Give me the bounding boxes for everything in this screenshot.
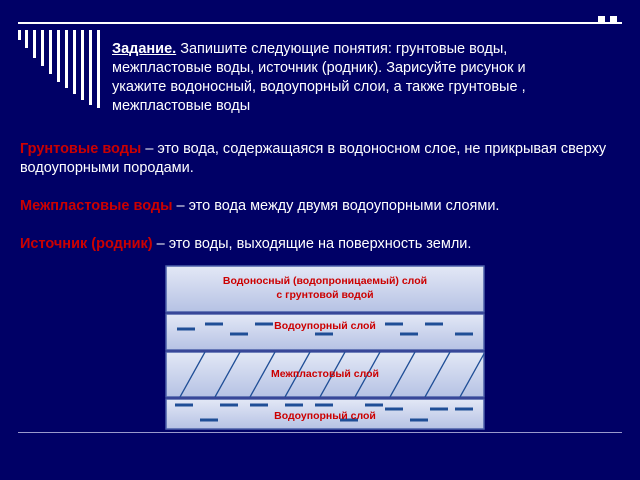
definition-spring [20, 235, 625, 254]
layer-label: с грунтовой водой [276, 289, 374, 301]
decorative-stripes [0, 0, 110, 110]
layers-diagram [165, 265, 485, 430]
definition-text: – это вода, содержащаяся в водоносном слое, не прикрывая сверху водоупорными породами. [20, 141, 607, 176]
term: Межпластовые воды [20, 198, 173, 214]
definitions [20, 140, 625, 273]
corner-square [610, 16, 617, 23]
bottom-divider [18, 432, 622, 433]
task-label: Задание. [112, 41, 177, 57]
task-paragraph [112, 40, 582, 116]
task-text: Запишите следующие понятия: грунтовые воды, межпластовые воды, источник (родник). Зарисуйте рисунок и укажите водоносный, водоупорный слои, а также грунтовые , межпластовые воды [112, 41, 526, 114]
top-divider [18, 22, 622, 24]
definition-text: – это вода между двумя водоупорными слоями. [172, 198, 500, 214]
definition-groundwater [20, 140, 625, 178]
term: Источник (родник) [20, 236, 153, 252]
layer-label: Водоупорный слой [274, 410, 376, 422]
definition-interstratal-water [20, 197, 625, 216]
term: Грунтовые воды [20, 141, 142, 157]
layer-label: Водоносный (водопроницаемый) слой [222, 275, 428, 287]
layer-label: Межпластовый слой [270, 368, 380, 380]
corner-square [598, 16, 605, 23]
layer-label: Водоупорный слой [274, 320, 376, 332]
definition-text: – это воды, выходящие на поверхность земли. [152, 236, 472, 252]
